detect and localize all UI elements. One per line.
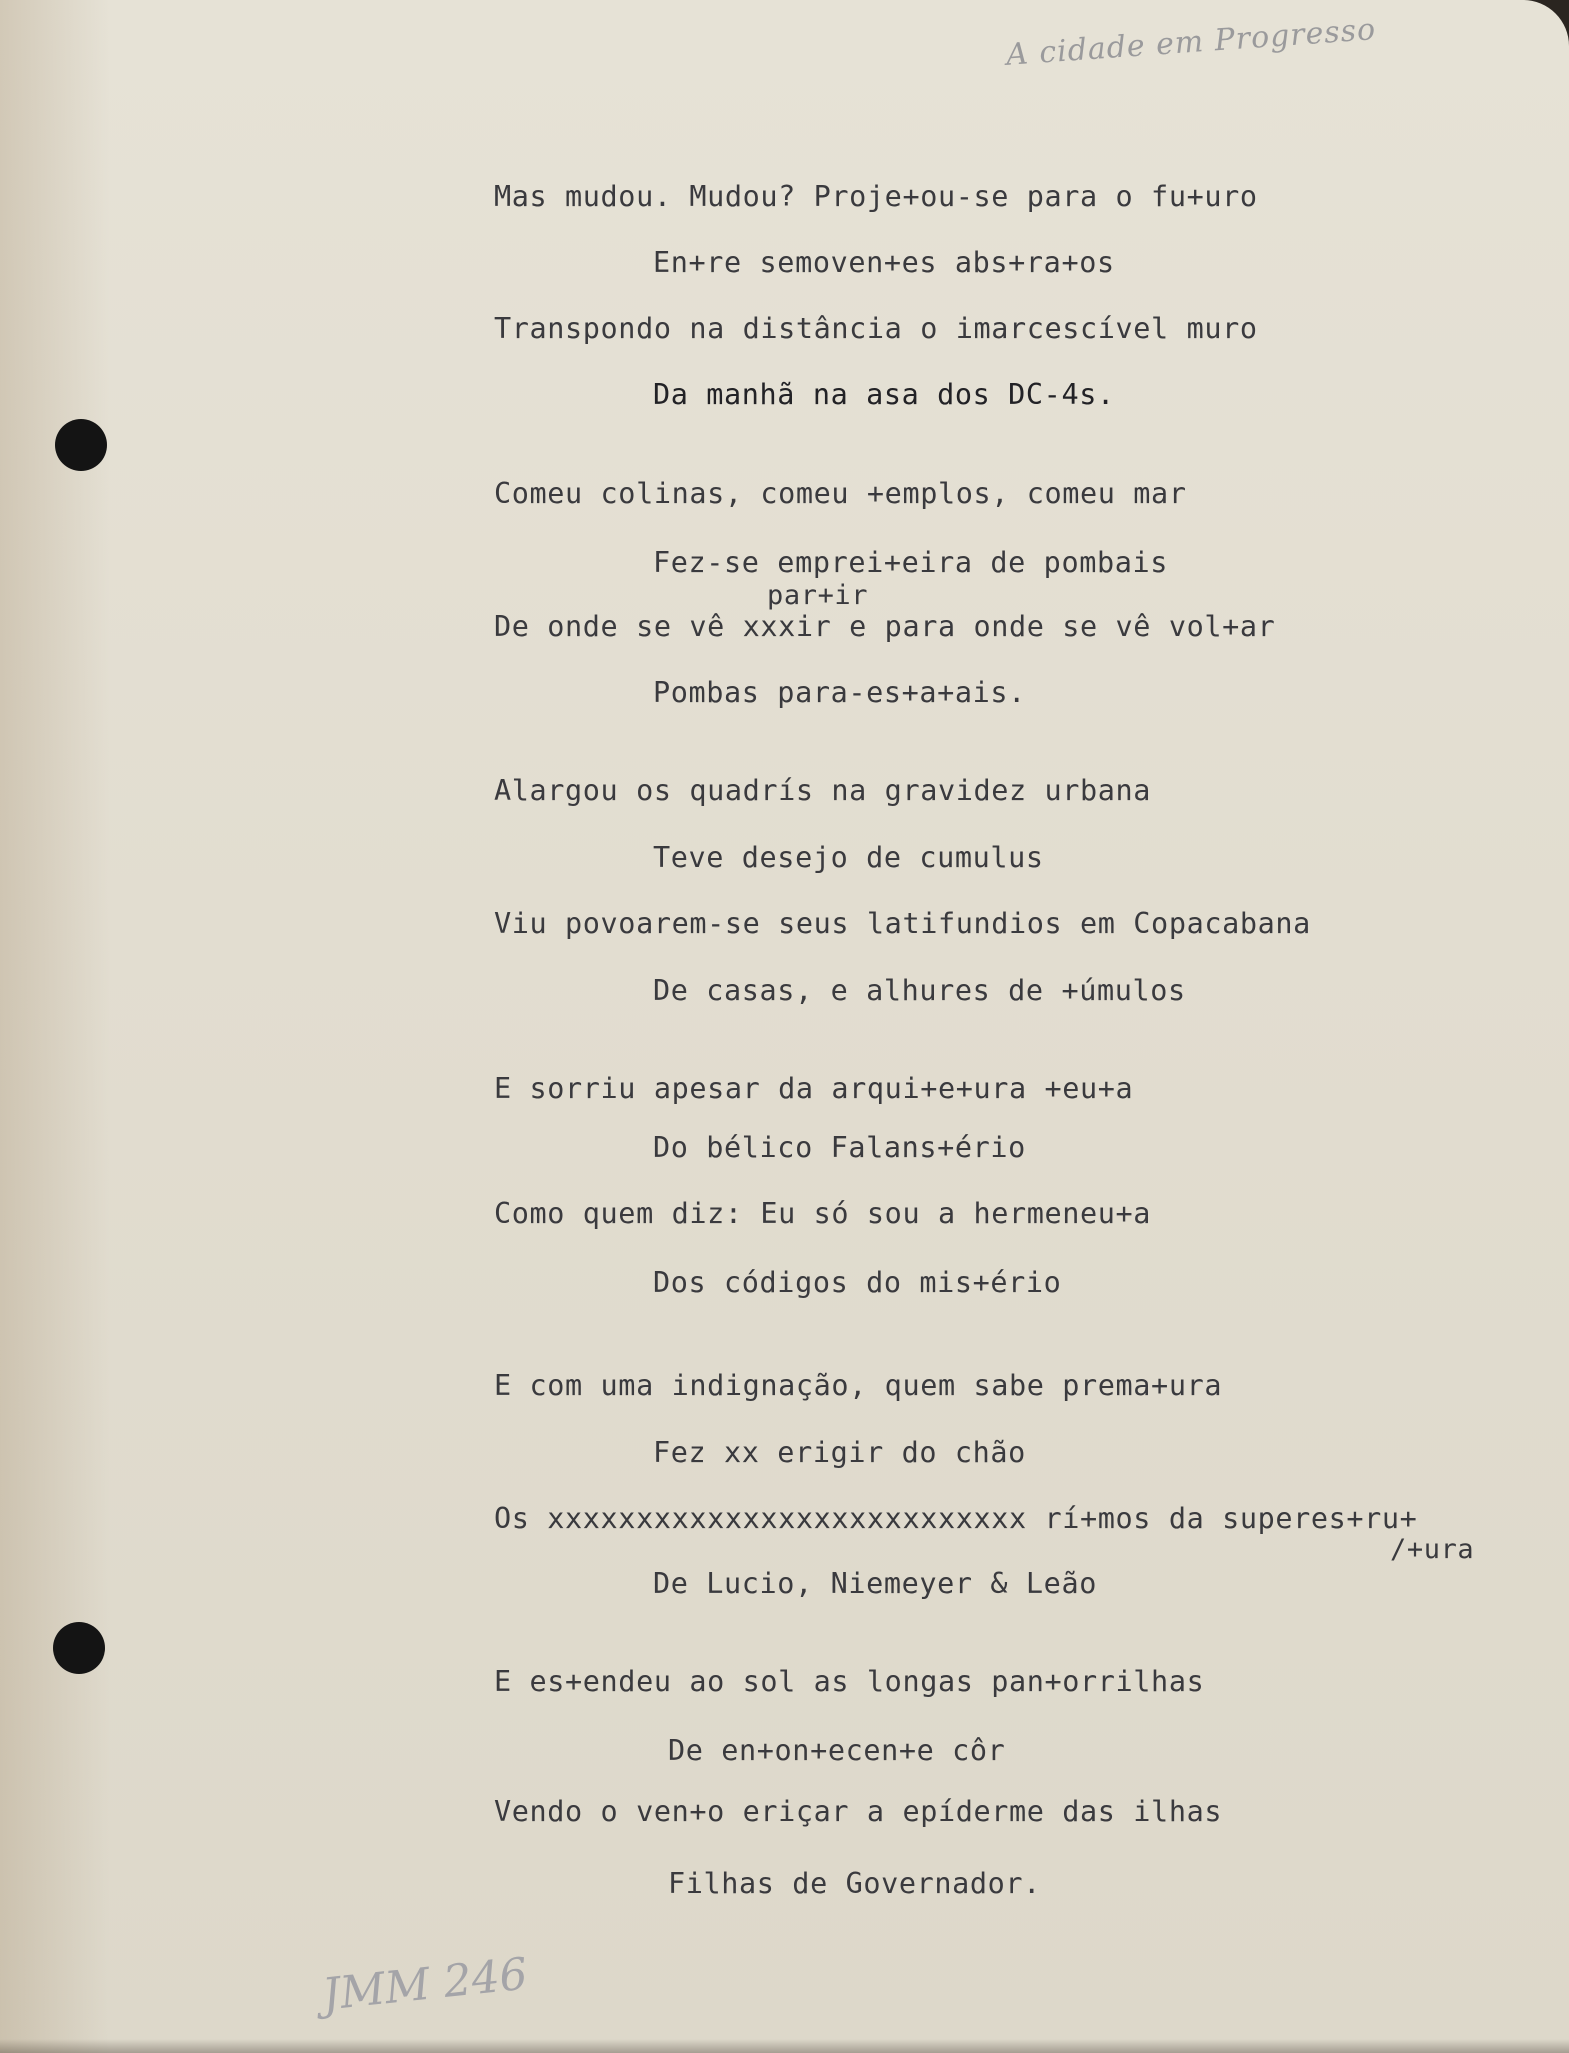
poem-line: Comeu colinas, comeu +emplos, comeu mar xyxy=(494,477,1187,510)
poem-line: De en+on+ecen+e côr xyxy=(668,1734,1006,1767)
poem-line: Dos códigos do mis+ério xyxy=(653,1266,1062,1299)
poem-line: Mas mudou. Mudou? Proje+ou-se para o fu+uro xyxy=(494,180,1258,213)
typed-insertion: par+ir xyxy=(767,580,869,611)
poem-line: Teve desejo de cumulus xyxy=(653,841,1044,874)
poem-line: Filhas de Governador. xyxy=(668,1867,1041,1900)
poem-line: Como quem diz: Eu só sou a hermeneu+a xyxy=(494,1197,1152,1230)
poem-line: Vendo o ven+o eriçar a epíderme das ilhas xyxy=(494,1795,1223,1828)
poem-line: Fez xx erigir do chão xyxy=(653,1436,1026,1469)
poem-line: En+re semoven+es abs+ra+os xyxy=(653,246,1115,279)
typed-insertion: /+ura xyxy=(1390,1534,1475,1565)
handwritten-title-note: A cidade em Progresso xyxy=(1005,12,1378,73)
poem-line: Viu povoarem-se seus latifundios em Copacabana xyxy=(494,907,1311,940)
poem-line: De Lucio, Niemeyer & Leão xyxy=(653,1567,1097,1600)
punch-hole-top xyxy=(55,419,107,471)
poem-line: Pombas para-es+a+ais. xyxy=(653,676,1026,709)
poem-line: Transpondo na distância o imarcescível muro xyxy=(494,312,1258,345)
poem-line: E sorriu apesar da arqui+e+ura +eu+a xyxy=(494,1072,1134,1105)
poem-line: Alargou os quadrís na gravidez urbana xyxy=(494,774,1152,807)
poem-line: E es+endeu ao sol as longas pan+orrilhas xyxy=(494,1665,1205,1698)
page-edge-shadow xyxy=(0,2039,1569,2053)
handwritten-catalog-note: JMM 246 xyxy=(320,1948,530,2021)
poem-line: Fez-se emprei+eira de pombais xyxy=(653,546,1168,579)
poem-line: Da manhã na asa dos DC-4s. xyxy=(653,378,1115,411)
poem-line: E com uma indignação, quem sabe prema+ura xyxy=(494,1369,1223,1402)
page-stain xyxy=(0,0,110,2053)
poem-line: De onde se vê xxxir e para onde se vê vol+ar xyxy=(494,610,1276,643)
poem-line: Os xxxxxxxxxxxxxxxxxxxxxxxxxxx rí+mos da superes+ru+ xyxy=(494,1502,1418,1535)
poem-line: Do bélico Falans+ério xyxy=(653,1131,1026,1164)
poem-line: De casas, e alhures de +úmulos xyxy=(653,974,1186,1007)
punch-hole-bottom xyxy=(53,1622,105,1674)
